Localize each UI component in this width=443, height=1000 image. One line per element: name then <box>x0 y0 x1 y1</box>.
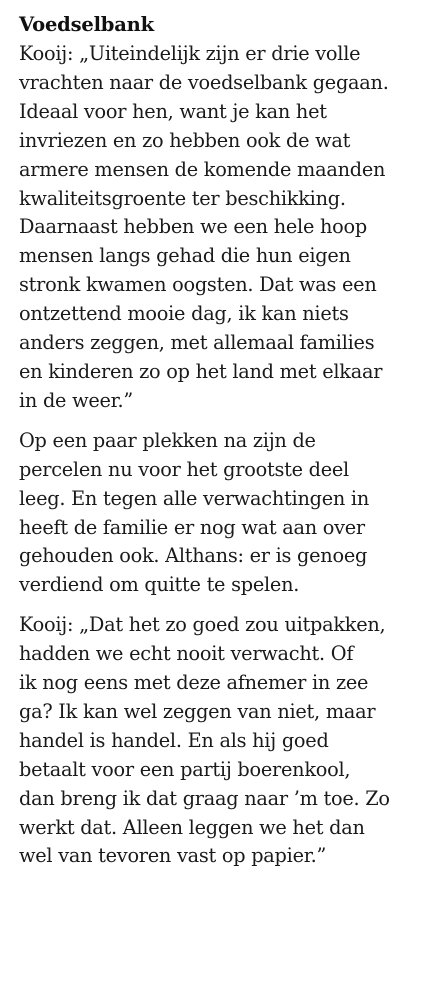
paragraph-line: heeft de familie er nog wat aan over <box>19 515 365 539</box>
section-heading: Voedselbank <box>19 13 154 36</box>
paragraph-line: wel van tevoren vast op papier.” <box>19 844 327 868</box>
article-paragraph <box>19 611 441 871</box>
paragraph-line: kwaliteitsgroente ter beschikking. <box>19 186 346 210</box>
paragraph-line: Ideaal voor hen, want je kan het <box>19 99 327 123</box>
paragraph-line: Kooij: „Dat het zo goed zou uitpakken, <box>19 613 386 637</box>
paragraph-line: handel is handel. En als hij goed <box>19 728 329 752</box>
paragraph-line: ik nog eens met deze afnemer in zee <box>19 671 369 695</box>
paragraph-list <box>19 40 441 871</box>
paragraph-line: verdiend om quitte te spelen. <box>19 573 300 597</box>
paragraph-line: ga? Ik kan wel zeggen van niet, maar <box>19 699 376 723</box>
paragraph-line: percelen nu voor het grootste deel <box>19 457 349 481</box>
paragraph-line: en kinderen zo op het land met elkaar <box>19 359 383 383</box>
paragraph-line: vrachten naar de voedselbank gegaan. <box>19 70 389 94</box>
paragraph-line: betaalt voor een partij boerenkool, <box>19 757 351 781</box>
paragraph-line: Op een paar plekken na zijn de <box>19 428 316 452</box>
paragraph-line: armere mensen de komende maanden <box>19 157 386 181</box>
paragraph-line: Kooij: „Uiteindelijk zijn er drie volle <box>19 42 361 65</box>
paragraph-line: stronk kwamen oogsten. Dat was een <box>19 273 377 297</box>
paragraph-line: ontzettend mooie dag, ik kan niets <box>19 302 349 326</box>
article-body <box>19 10 441 882</box>
paragraph-line: Daarnaast hebben we een hele hoop <box>19 215 367 239</box>
article-paragraph <box>19 427 441 600</box>
paragraph-line: invriezen en zo hebben ook de wat <box>19 128 351 152</box>
paragraph-line: leeg. En tegen alle verwachtingen in <box>19 486 369 510</box>
article-paragraph <box>19 40 441 416</box>
paragraph-line: werkt dat. Alleen leggen we het dan <box>19 815 365 839</box>
paragraph-line: anders zeggen, met allemaal families <box>19 331 375 355</box>
paragraph-line: in de weer.” <box>19 388 134 412</box>
paragraph-line: dan breng ik dat graag naar ’m toe. Zo <box>19 786 390 810</box>
paragraph-line: gehouden ook. Althans: er is genoeg <box>19 544 368 568</box>
paragraph-line: hadden we echt nooit verwacht. Of <box>19 642 354 666</box>
paragraph-line: mensen langs gehad die hun eigen <box>19 244 351 268</box>
